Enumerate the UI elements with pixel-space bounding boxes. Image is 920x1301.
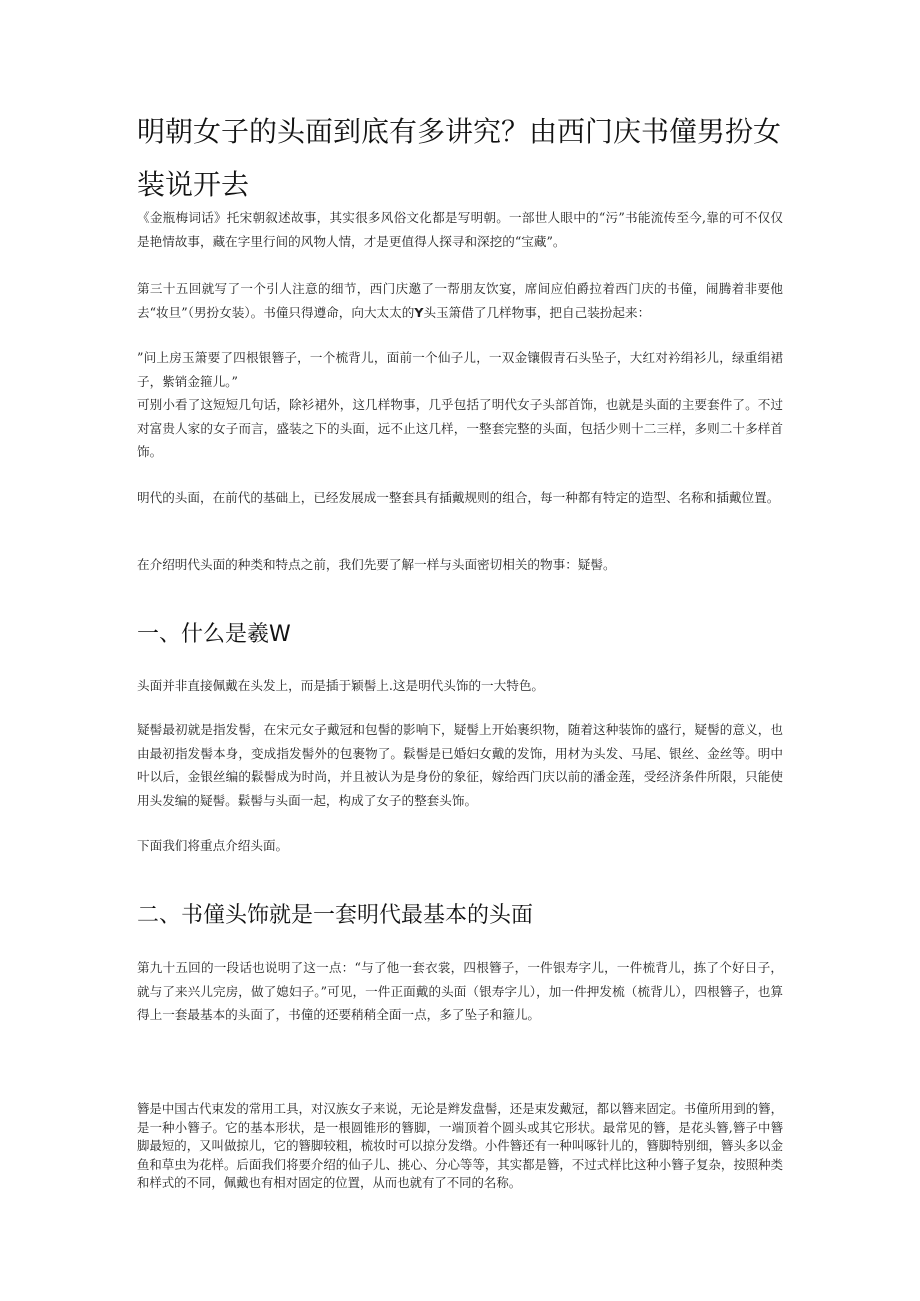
article-title-line-1: 明朝女子的头面到底有多讲究？由西门庆书僮男扮女 xyxy=(137,115,782,148)
paragraph-headwear-sets: 可别小看了这短短几句话，除衫裙外，这几样物事，几乎包括了明代女子头部首饰，也就是头面的主要套件了。不过对富贵人家的女子而言，盛装之下的头面，远不止这几样，一整套完整的头面，包括少则十二三样，多则二十多样首饰。 xyxy=(137,397,783,459)
paragraph-chapter-35-text-b: 头玉箫借了几样物事，把自己装扮起来： xyxy=(423,304,651,320)
paragraph-focus-headwear: 下面我们将重点介绍头面。 xyxy=(137,838,289,853)
paragraph-hairpin: 簪是中国古代束发的常用工具，对汉族女子来说，无论是辫发盘髻，还是束发戴冠，都以簪来固定。书僮所用到的簪，是一种小簪子。它的基本形状，是一根圆锥形的簪脚，一端顶着个圆头或其它形状。最常见的簪，是花头簪,簪子中簪脚最短的，又叫做掠儿，它的簪脚较粗，梳妆时可以掠分发绺。小件簪还有一种叫啄针儿的，簪脚特别细，簪头多以金鱼和草虫为花样。后面我们将要介绍的仙子儿、挑心、分心等等，其实都是簪，不过式样比这种小簪子复杂，按照种类和样式的不同，佩戴也有相对固定的位置，从而也就有了不同的名称。 xyxy=(137,1101,783,1191)
paragraph-quote: ”问上房玉箫要了四根银簪子，一个梳背儿，面前一个仙子儿，一双金镶假青石头坠子，大红对衿绢衫儿，绿重绢裙子，紫销金箍儿。” xyxy=(137,350,783,389)
paragraph-chapter-95: 第九十五回的一段话也说明了这一点：“与了他一套衣裳，四根簪子，一件银寿字儿，一件梳背儿，拣了个好日子，就与了来兴儿完房，做了媳妇子。”可见，一件正面戴的头面（银寿字儿），加一件押发梳（梳背儿），四根簪子，也算得上一套最基本的头面了，书僮的还要稍稍全面一点，多了坠子和箍儿。 xyxy=(137,960,783,1022)
paragraph-diji-history: 疑髻最初就是指发髻，在宋元女子戴冠和包髻的影响下，疑髻上开始裹织物，随着这种装饰的盛行，疑髻的意义，也由最初指发髻本身，变成指发髻外的包裹物了。鬏髻是已婚妇女戴的发饰，用材为头发、马尾、银丝、金丝等。明中叶以后，金银丝编的鬏髻成为时尚，并且被认为是身份的象征，嫁给西门庆以前的潘金莲，受经济条件所限，只能使用头发编的疑髻。鬏髻与头面一起，构成了女子的整套头饰。 xyxy=(137,722,783,808)
paragraph-intro-diji: 在介绍明代头面的种类和特点之前，我们先要了解一样与头面密切相关的物事：疑髻。 xyxy=(137,557,616,572)
paragraph-intro: 《金瓶梅词话》托宋朝叙述故事，其实很多风俗文化都是写明朝。一部世人眼中的“污”书能流传至今,靠的可不仅仅是艳情故事，藏在字里行间的风物人情，才是更值得人探寻和深挖的“宝藏”。 xyxy=(137,210,783,249)
paragraph-ming-headwear: 明代的头面，在前代的基础上，已经发展成一整套具有插戴规则的组合，每一种都有特定的造型、名称和插戴位置。 xyxy=(137,490,780,505)
section-heading-1: 一、什么是羲W xyxy=(137,622,291,647)
section-heading-2: 二、书僮头饰就是一套明代最基本的头面 xyxy=(137,903,534,928)
paragraph-chapter-35-bold-y: Y xyxy=(414,304,424,320)
paragraph-chapter-35-text-a: 第三十五回就写了一个引人注意的细节，西门庆邀了一帮朋友饮宴，席间应伯爵拉着西门庆的书僮，闹腾着非要他去“妆旦”（男扮女装）。书僮只得遵命，向大太太的 xyxy=(137,281,783,320)
paragraph-headwear-placement: 头面并非直接佩戴在头发上，而是插于颖髻上.这是明代头饰的一大特色。 xyxy=(137,678,545,693)
paragraph-chapter-35 xyxy=(137,277,783,324)
article-title-line-2: 装说开去 xyxy=(137,168,250,201)
